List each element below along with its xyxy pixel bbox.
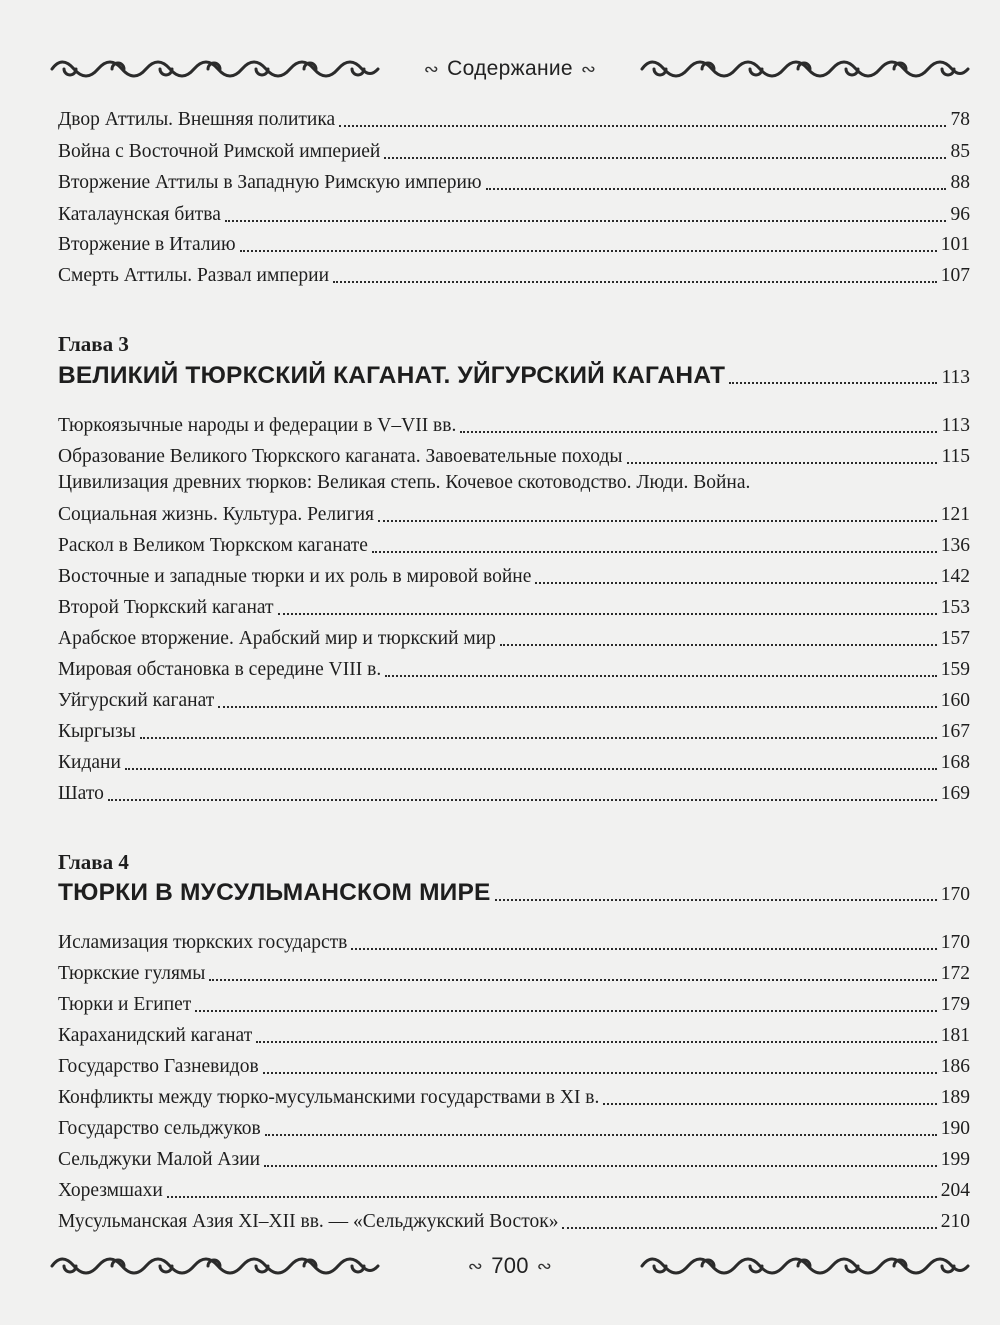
leader-dots [225,219,946,222]
chapter-title: ТЮРКИ В МУСУЛЬМАНСКОМ МИРЕ [58,879,491,906]
toc-entry-title: Арабское вторжение. Арабский мир и тюркский мир [58,628,496,649]
chapter-page: 113 [941,367,970,388]
ornament-left-icon [50,1249,380,1283]
toc-entry-title: Двор Аттилы. Внешняя политика [58,109,336,130]
toc-entry-title: Второй Тюркский каганат [58,597,274,618]
leader-dots [372,550,937,553]
toc-entry[interactable] [58,497,970,527]
toc-entry-title: Мировая обстановка в середине VIII в. [58,659,382,680]
toc-entry[interactable] [58,1173,970,1203]
leader-dots [603,1102,936,1105]
toc-entry-page: 136 [940,535,970,556]
chapter-label: Глава 3 [58,332,129,356]
toc-entry-page: 113 [941,415,970,436]
ornament-left-icon [50,52,380,86]
toc-entry-page: 172 [940,963,970,984]
footer-band [50,1249,970,1283]
toc-entry[interactable] [58,102,970,132]
toc-entry-page: 181 [940,1025,970,1046]
toc-entry-page: 204 [940,1180,970,1201]
toc-entry-title: Хорезмшахи [58,1180,163,1201]
toc-entry-page: 159 [940,659,970,680]
chapter-title: ВЕЛИКИЙ ТЮРКСКИЙ КАГАНАТ. УЙГУРСКИЙ КАГАНАТ [58,362,726,389]
leader-dots [256,1040,937,1043]
leader-dots [500,643,937,646]
toc-entry[interactable] [58,956,970,986]
toc-entry-title: Кыргызы [58,721,136,742]
toc-entry-title: Кидани [58,752,121,773]
toc-entry[interactable] [58,408,970,438]
toc-entry-title: Конфликты между тюрко-мусульманскими государствами в XI в. [58,1087,600,1108]
leader-dots [218,705,937,708]
toc-entry[interactable] [58,197,970,227]
toc-entry-page: 96 [950,204,970,225]
toc-entry-title: Вторжение в Италию [58,234,236,255]
toc-entry-page: 157 [940,628,970,649]
leader-dots [627,461,938,464]
toc-entry[interactable] [58,165,970,195]
leader-dots [108,798,937,801]
toc-entry-page: 153 [940,597,970,618]
toc-entry[interactable] [58,714,970,744]
leader-dots [384,156,946,159]
toc-entry-page: 121 [940,504,970,525]
leader-dots [240,249,937,252]
leader-dots [140,736,937,739]
leader-dots [167,1195,937,1198]
page-number: 700 [491,1253,529,1278]
toc-entry-title: Государство сельджуков [58,1118,261,1139]
leader-dots [460,430,937,433]
toc-entry[interactable] [58,925,970,955]
toc-entry[interactable] [58,652,970,682]
toc-entry-title: Тюркоязычные народы и федерации в V–VII вв. [58,415,457,436]
ornament-right-icon [640,1249,970,1283]
leader-dots [263,1071,937,1074]
toc-entry-page: 169 [940,783,970,804]
toc-entry-page: 168 [940,752,970,773]
toc-entry[interactable] [58,1080,970,1110]
toc-entry[interactable] [58,439,970,469]
toc-entry[interactable] [58,745,970,775]
toc-entry-title: Тюркские гулямы [58,963,206,984]
chapter-heading[interactable] [58,873,970,907]
swirl-right-icon: ∾ [580,58,597,79]
toc-entry-page: 107 [940,265,970,286]
toc-entry-title: Восточные и западные тюрки и их роль в мировой войне [58,566,532,587]
toc-entry-title: Караханидский каганат [58,1025,253,1046]
toc-entry[interactable] [58,683,970,713]
swirl-left-icon: ∾ [423,58,440,79]
leader-dots [729,381,937,384]
toc-entry[interactable] [58,1049,970,1079]
leader-dots [562,1226,936,1229]
toc-entry-page: 210 [940,1211,970,1232]
toc-entry[interactable] [58,987,970,1017]
toc-entry-page: 170 [940,932,970,953]
swirl-left-icon: ∾ [467,1255,484,1276]
toc-entry[interactable] [58,1204,970,1234]
toc-entry[interactable] [58,590,970,620]
toc-entry-page: 101 [940,234,970,255]
toc-entry[interactable] [58,528,970,558]
toc-entry-title: Вторжение Аттилы в Западную Римскую империю [58,172,482,193]
toc-entry-title: Уйгурский каганат [58,690,215,711]
leader-dots [265,1133,937,1136]
chapter-heading[interactable] [58,356,970,390]
toc-entry-title: Мусульманская Азия XI–XII вв. — «Сельджукский Восток» [58,1211,559,1232]
toc-entry-title: Шато [58,783,104,804]
toc-entry-title: Социальная жизнь. Культура. Религия [58,504,374,525]
chapter-label: Глава 4 [58,850,129,874]
leader-dots [339,124,946,127]
toc-entry-page: 88 [950,172,970,193]
toc-entry-title: Исламизация тюркских государств [58,932,348,953]
leader-dots [278,612,937,615]
toc-entry-page: 85 [950,141,970,162]
leader-dots [385,674,937,677]
leader-dots [333,280,937,283]
leader-dots [495,898,937,901]
ornament-right-icon [640,52,970,86]
toc-entry[interactable] [58,227,970,257]
toc-entry-title: Смерть Аттилы. Развал империи [58,265,330,286]
toc-entry-page: 78 [950,109,970,130]
leader-dots [486,187,946,190]
toc-entry-page: 179 [940,994,970,1015]
toc-entry-page: 189 [940,1087,970,1108]
toc-entry[interactable] [58,1142,970,1172]
toc-entry-title: Каталаунская битва [58,204,221,225]
toc-entry[interactable] [58,134,970,164]
swirl-right-icon: ∾ [536,1255,553,1276]
toc-entry[interactable] [58,1018,970,1048]
toc-entry-title: Сельджуки Малой Азии [58,1149,261,1170]
toc-entry-page: 186 [940,1056,970,1077]
toc-entry[interactable] [58,258,970,288]
running-head [424,57,597,81]
leader-dots [209,978,936,981]
toc-entry[interactable] [58,621,970,651]
leader-dots [535,581,936,584]
toc-entry-title: Цивилизация древних тюрков: Великая степь. Кочевое скотоводство. Люди. Война. [58,472,751,493]
toc-entry-title: Война с Восточной Римской империей [58,141,381,162]
toc-entry-page: 167 [940,721,970,742]
toc-entry-title: Образование Великого Тюркского каганата. Завоевательные походы [58,446,623,467]
leader-dots [378,519,937,522]
leader-dots [264,1164,937,1167]
toc-entry[interactable] [58,1111,970,1141]
toc-entry-page: 160 [940,690,970,711]
leader-dots [195,1009,936,1012]
running-head-title: Содержание [447,57,573,80]
toc-entry-title: Раскол в Великом Тюркском каганате [58,535,368,556]
chapter-page: 170 [940,884,970,905]
page-number-block [468,1253,552,1279]
leader-dots [351,947,936,950]
toc-entry-title: Тюрки и Египет [58,994,192,1015]
toc-entry-title: Государство Газневидов [58,1056,259,1077]
toc-entry[interactable] [58,559,970,589]
toc-entry-page: 115 [941,446,970,467]
toc-entry-page: 142 [940,566,970,587]
toc-entry[interactable] [58,776,970,806]
toc-entry-page: 199 [940,1149,970,1170]
leader-dots [125,767,937,770]
header-band [50,52,970,86]
toc-entry-page: 190 [940,1118,970,1139]
